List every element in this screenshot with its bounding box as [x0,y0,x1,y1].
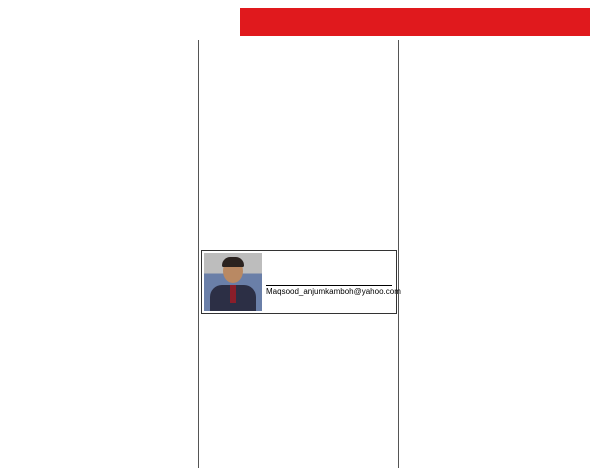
column-divider [198,40,199,468]
masthead-rule [266,285,392,286]
columnist-box [201,250,401,314]
column-divider [398,40,399,468]
headline-banner [240,8,590,36]
columnist-photo [204,253,262,311]
article-column-right [402,42,594,470]
article-column-left [4,42,196,470]
article-column-middle-bottom [201,318,397,470]
columnist-email: Maqsood_anjumkamboh@yahoo.com [266,287,401,296]
article-column-middle-top [201,40,397,245]
